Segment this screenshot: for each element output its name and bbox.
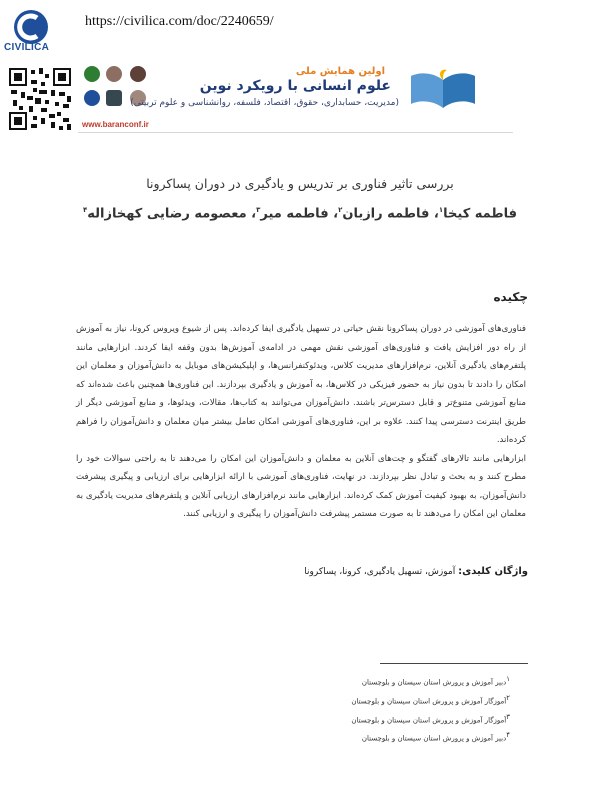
banner-line-1: اولین همایش ملی	[295, 66, 385, 77]
paper-title: بررسی تاثیر فناوری بر تدریس و یادگیری در دوران پساکرونا	[146, 176, 454, 191]
keywords-line	[304, 566, 528, 577]
sponsor-logo-1	[84, 66, 100, 82]
sponsor-logo-2	[106, 66, 122, 82]
author-name: فاطمه کیخا	[443, 206, 518, 222]
author-marker: ۴	[82, 206, 88, 214]
author-marker: ۳	[256, 206, 261, 214]
footnote-item	[351, 728, 510, 747]
banner-line-3: (مدیریت، حسابداری، حقوق، اقتصاد، فلسفه، روانشناسی و علوم تربیتی)	[130, 98, 399, 108]
footnote-marker: ۳	[506, 712, 510, 721]
footnote-item	[351, 672, 510, 691]
footnote-item	[351, 710, 510, 729]
footnote-text: آموزگار آموزش و پرورش استان سیستان و بلوچستان	[351, 697, 507, 706]
footnote-text: دبیر آموزش و پرورش استان سیستان و بلوچستان	[361, 734, 507, 743]
author-name: معصومه رضایی کهخازاله	[87, 206, 247, 222]
keywords-label: واژگان کلیدی:	[458, 566, 528, 577]
footnote-text: آموزگار آموزش و پرورش استان سیستان و بلوچستان	[351, 715, 507, 724]
sponsor-logo-5	[106, 90, 122, 106]
author-marker: ۲	[338, 206, 343, 214]
banner-website: www.baranconf.ir	[82, 120, 149, 129]
abstract-paragraph: فناوری‌های آموزشی در دوران پساکرونا نقش حیاتی در تسهیل یادگیری ایفا کرده‌اند. پس از شیوع ویروس کرونا، نیاز به آموزش از راه دور افزایش یافت و فناوری‌های آموزشی نقش مهمی در ادامه‌ی آموزش‌ها بدون وقفه ایفا کردند. ابزارهایی مانند پلتفرم‌های یادگیری آنلاین، نرم‌افزارهای مدیریت کلاس، ویدئوکنفرانس‌ها، و اپلیکیشن‌های موبایل به دانش‌آموزان و معلمان این امکان را دادند تا بدون نیاز به حضور فیزیکی در کلاس‌ها، به آموزش و یادگیری بپردازند. این فناوری‌ها همچنین باعث شده‌اند که منابع آموزشی متنوع‌تر و قابل دسترس‌تر باشند. دانش‌آموزان می‌توانند به کتاب‌ها، مقالات، ویدئوها، و منابع آموزشی دیگر از طریق اینترنت دسترسی پیدا کنند. علاوه بر این، فناوری‌های آموزشی امکان تعامل بیشتر میان معلمان و دانش‌آموزان را فراهم کرده‌اند.	[76, 324, 526, 445]
footnotes	[351, 672, 510, 747]
sponsor-logo-4	[84, 90, 100, 106]
footnote-marker: ۱	[506, 675, 510, 683]
open-book-icon	[403, 66, 483, 112]
sponsor-logo-3	[130, 66, 146, 82]
author-name: فاطمه رازبان	[342, 206, 430, 222]
footnote-marker: ۲	[506, 693, 510, 702]
civilica-logo-text: CIVILICA	[4, 42, 50, 53]
banner-line-2: علوم انسانی با رویکرد نوین	[199, 78, 391, 94]
abstract-paragraph: ابزارهایی مانند تالارهای گفتگو و چت‌های آنلاین به معلمان و دانش‌آموزان این امکان را می‌دهند تا به راحتی سوالات خود را مطرح کنند و به بحث و تبادل نظر بپردازند. در نهایت، فناوری‌های آموزشی با ارائه ابزارهایی برای ارزیابی و پیگیری پیشرفت دانش‌آموزان، به بهبود کیفیت آموزش کمک کرده‌اند. ابزارهایی مانند نرم‌افزارهای ارزیابی آنلاین و پلتفرم‌های مدیریت یادگیری به معلمان این امکان را می‌دهند تا به صورت مستمر پیشرفت دانش‌آموزان را پیگیری و ارزیابی کنند.	[76, 453, 526, 519]
footnote-item	[351, 691, 510, 710]
footnote-marker: ۴	[506, 731, 510, 740]
keywords-text: آموزش، تسهیل یادگیری، کرونا، پساکرونا	[304, 567, 456, 577]
paper-authors: فاطمه کیخا$^۱$، فاطمه رازبان$^۲$، فاطمه میر$^۳$، معصومه رضایی کهخازاله$^۴$	[82, 206, 518, 222]
document-url-link[interactable]: https://civilica.com/doc/2240659/	[85, 14, 274, 29]
author-marker: ۱	[438, 206, 444, 214]
author-name: فاطمه میر	[260, 206, 329, 222]
qr-code	[7, 66, 73, 132]
abstract-heading: چکیده	[493, 290, 528, 304]
conference-banner	[78, 62, 513, 133]
footnote-text: دبیر آموزش و پرورش استان سیستان و بلوچستان	[361, 678, 507, 687]
abstract-body	[76, 320, 526, 524]
footnote-divider	[380, 663, 528, 664]
